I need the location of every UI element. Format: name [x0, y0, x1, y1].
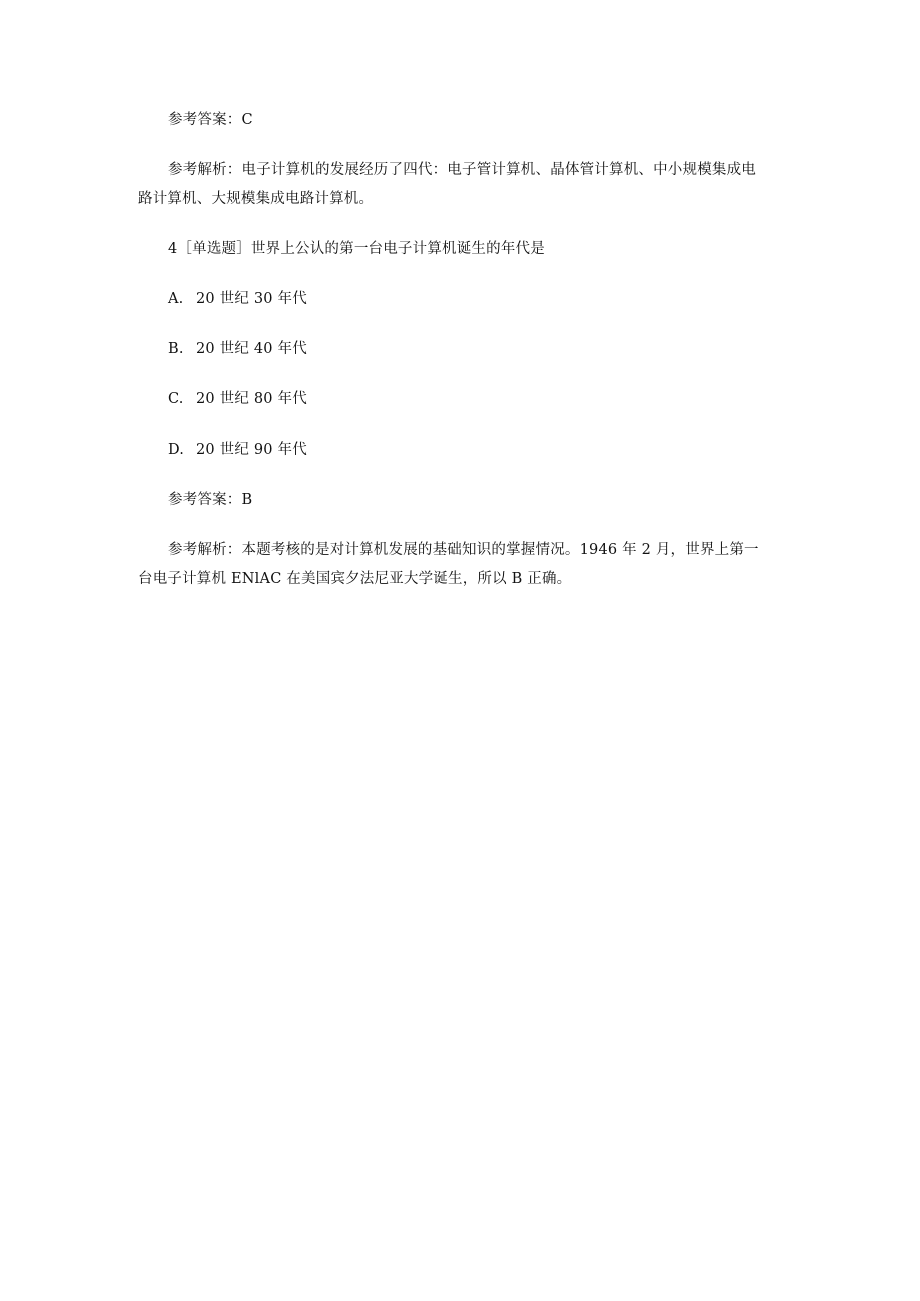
q3-answer: 参考答案：C: [168, 112, 253, 128]
option-letter: D.: [168, 442, 185, 458]
option-text: 20 世纪 90 年代: [196, 442, 307, 458]
q4-analysis-line-1: 参考解析：本题考核的是对计算机发展的基础知识的掌握情况。1946 年 2 月，世界上第一: [168, 542, 759, 558]
option-text: 20 世纪 80 年代: [196, 391, 307, 407]
option-text: 20 世纪 40 年代: [196, 341, 307, 357]
q4-option-b: [168, 339, 307, 359]
q4-analysis-line-2: 台电子计算机 ENlAC 在美国宾夕法尼亚大学诞生，所以 B 正确。: [138, 571, 572, 587]
option-letter: B.: [168, 341, 184, 357]
q4-question: 4［单选题］世界上公认的第一台电子计算机诞生的年代是: [168, 241, 545, 257]
option-letter: C.: [168, 391, 184, 407]
q3-analysis-line-1: 参考解析：电子计算机的发展经历了四代：电子管计算机、晶体管计算机、中小规模集成电: [168, 162, 756, 178]
q4-answer: 参考答案：B: [168, 492, 253, 508]
q4-option-a: [168, 289, 307, 309]
q4-option-c: [168, 389, 307, 409]
option-text: 20 世纪 30 年代: [196, 291, 307, 307]
option-letter: A.: [168, 291, 184, 307]
q3-analysis-line-2: 路计算机、大规模集成电路计算机。: [138, 191, 374, 207]
q4-option-d: [168, 440, 307, 460]
